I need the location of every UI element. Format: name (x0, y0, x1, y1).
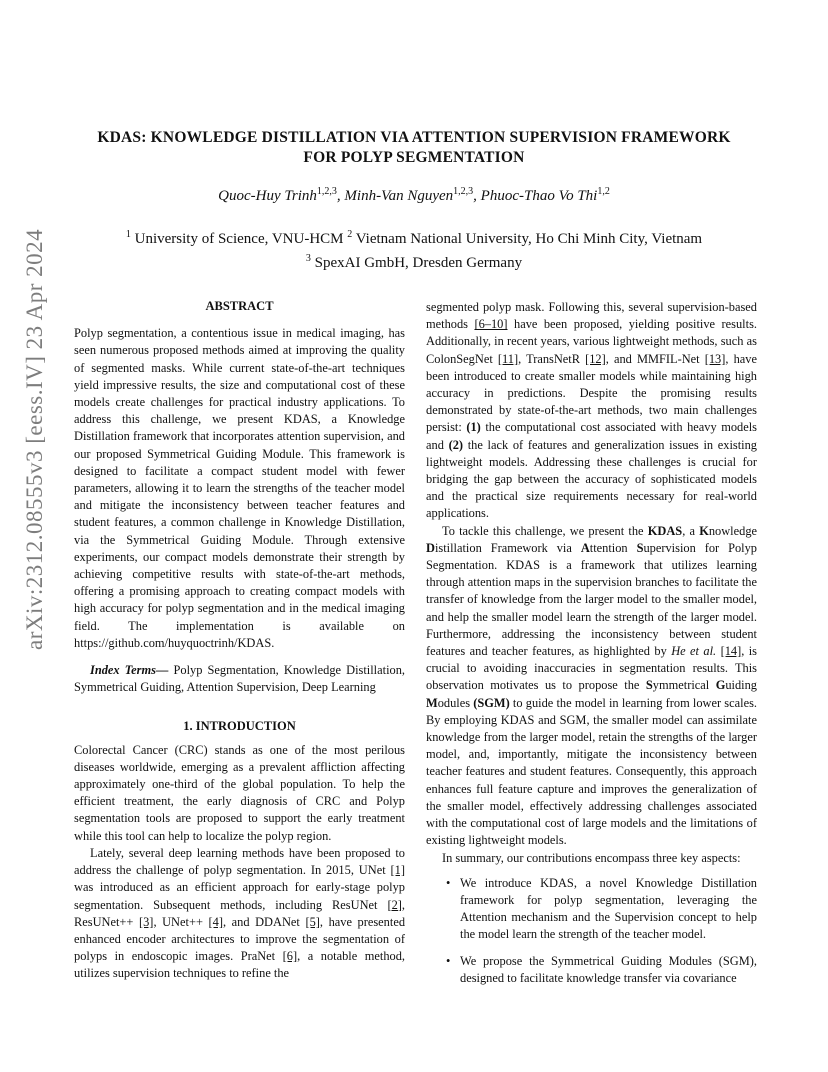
abstract-heading: ABSTRACT (205, 299, 274, 313)
author-affiliation-marker: 1,2,3 (316, 186, 337, 197)
index-terms-label: Index Terms— (90, 663, 169, 678)
list-item: • We introduce KDAS, a novel Knowledge Distillation framework for polyp segmentation, leveraging the Attention mechanism and the Supervision concept to help the model learn the strength of the teacher model. (446, 875, 757, 942)
intro-paragraph-3: segmented polyp mask. Following this, several supervision-based methods [6–10] have been proposed, yielding positive results. Additionally, in recent years, various lightweight methods, such as ColonSegNet [11], TransNetR [12], and MMFIL-Net [13], have been introduced to create smaller models while maintaining high accuracy in predictions. Despite the promising results demonstrated by state-of-the-art methods, two main challenges persist: (1) the computational cost associated with heavy models and (2) the lack of features and generalization issues in existing lightweight models. Addressing these challenges is crucial for bridging the gap between the accuracy of sophisticated models and the practical size requirements necessary for real-world applications. (426, 300, 757, 521)
author-affiliation-marker: 1,2 (597, 186, 610, 197)
author-name: Phuoc-Thao Vo Thi (480, 188, 598, 204)
intro-paragraph-1: Colorectal Cancer (CRC) stands as one of the most perilous diseases worldwide, emerging as a prevalent affliction affecting approximately one-third of the global population. To help the efficient treatment, the early diagnosis of CRC and Polyp segmentation tools are proposed to support the early treatment while this tool can help to localize the polyp region. (74, 742, 405, 843)
citation-link[interactable]: [5] (305, 914, 320, 929)
author-list: Quoc-Huy Trinh$^{1,2,3}$, Minh-Van Nguyen$^{1,2,3}$, Phuoc-Thao Vo Thi$^{1,2}$ (218, 186, 610, 204)
citation-link[interactable]: [2] (387, 897, 402, 912)
left-column (74, 298, 405, 983)
citation-link[interactable]: [3] (138, 914, 154, 929)
index-terms (74, 662, 405, 696)
citation-link[interactable]: [14] (720, 644, 742, 659)
contributions-list (426, 875, 757, 987)
affiliation-line-1 (60, 225, 768, 249)
affiliation-3: SpexAI GmbH, Dresden Germany (314, 255, 523, 271)
citation-link[interactable]: [12] (585, 351, 606, 366)
intro-paragraph-4: To tackle this challenge, we present the KDAS, a Knowledge Distillation Framework via Attention Supervision for Polyp Segmentation. KDAS is a framework that utilizes learning through attention maps in the supervision branches to facilitate the transfer of knowledge from the larger model to the smaller model, and help the smaller model learn the strength of the larger model. Furthermore, addressing the inconsistency between student features and teacher features, as highlighted by He et al. [14], is crucial to avoiding inaccuracies in segmentation results. This observation motivates us to propose the Symmetrical Guiding Modules (SGM) to guide the model in learning from lower scales. By employing KDAS and SGM, the smaller model can assimilate knowledge from the larger model, retain the strengths of the larger model, and, importantly, mitigate the inconsistency between teacher features and student features. Consequently, this approach enhances full feature capture and improves the generalization of the smaller model, effectively addressing challenges associated with the computational cost of large models and the limitations of existing lightweight models. (426, 523, 758, 848)
citation-link[interactable]: [6–10] (474, 317, 508, 332)
arxiv-identifier: arXiv:2312.08555v3 [eess.IV] 23 Apr 2024 (22, 228, 47, 650)
affiliation-number: 2 (347, 229, 353, 240)
affiliation-1: University of Science, VNU-HCM (134, 231, 344, 247)
list-item: • We propose the Symmetrical Guiding Modules (SGM), designed to facilitate knowledge transfer via covariance (446, 953, 757, 985)
citation-link[interactable]: [4] (208, 914, 223, 929)
author-affiliation-marker: 1,2,3 (453, 186, 474, 197)
citation-link[interactable]: [1] (390, 863, 405, 878)
bullet-icon: • (446, 953, 451, 968)
index-terms-text: Polyp Segmentation, Knowledge Distillation, Symmetrical Guiding, Attention Supervision, Deep Learning (74, 663, 405, 695)
affiliation-number: 3 (305, 253, 311, 264)
citation-link[interactable]: [6] (282, 949, 298, 964)
author-name: Quoc-Huy Trinh (218, 188, 317, 204)
intro-paragraph-5: In summary, our contributions encompass three key aspects: (442, 850, 741, 865)
affiliation-number: 1 (125, 229, 131, 240)
paper-title (60, 128, 768, 168)
citation-link[interactable]: [11] (497, 351, 519, 366)
abstract-text: Polyp segmentation, a contentious issue in medical imaging, has seen numerous proposed methods aimed at improving the quality of segmented masks. While current state-of-the-art techniques yield impressive results, the size and computational cost of these models create challenges for practical industry applications. To address this challenge, we present KDAS, a Knowledge Distillation framework that incorporates attention supervision, and our proposed Symmetrical Guiding Module. This framework is designed to facilitate a compact student model with fewer parameters, allowing it to learn the strengths of the teacher model and mitigate the inconsistency between teacher features and student features, a common challenge in Knowledge Distillation, via the Symmetrical Guiding Module. Through extensive experiments, our compact models demonstrate their strength by achieving competitive results with state-of-the-art methods, offering a promising approach to creating compact models with high accuracy for polyp segmentation and in the medical imaging field. The implementation is available on https://github.com/huyquoctrinh/KDAS. (74, 326, 405, 650)
bullet-icon: • (446, 875, 451, 890)
intro-paragraph-2: Lately, several deep learning methods have been proposed to address the challenge of polyp segmentation. In 2015, UNet [1] was introduced as an efficient approach for early-stage polyp segmentation. Subsequent methods, including ResUNet [2], ResUNet++ [3], UNet++ [4], and DDANet [5], have presented enhanced encoder architectures to improve the segmentation of polyps in endoscopic images. PraNet [6], a notable method, utilizes supervision techniques to refine the (74, 845, 406, 981)
introduction-heading: 1. INTRODUCTION (183, 719, 296, 734)
title-line-2: FOR POLYP SEGMENTATION (303, 149, 525, 166)
author-name: Minh-Van Nguyen (344, 188, 454, 204)
title-line-1: KDAS: KNOWLEDGE DISTILLATION VIA ATTENTION SUPERVISION FRAMEWORK (97, 129, 731, 146)
affiliation-line-2 (60, 249, 768, 273)
affiliations (60, 225, 768, 273)
right-column (426, 299, 757, 996)
affiliation-2: Vietnam National University, Ho Chi Minh City, Vietnam (355, 231, 703, 247)
citation-link[interactable]: [13] (704, 351, 726, 366)
